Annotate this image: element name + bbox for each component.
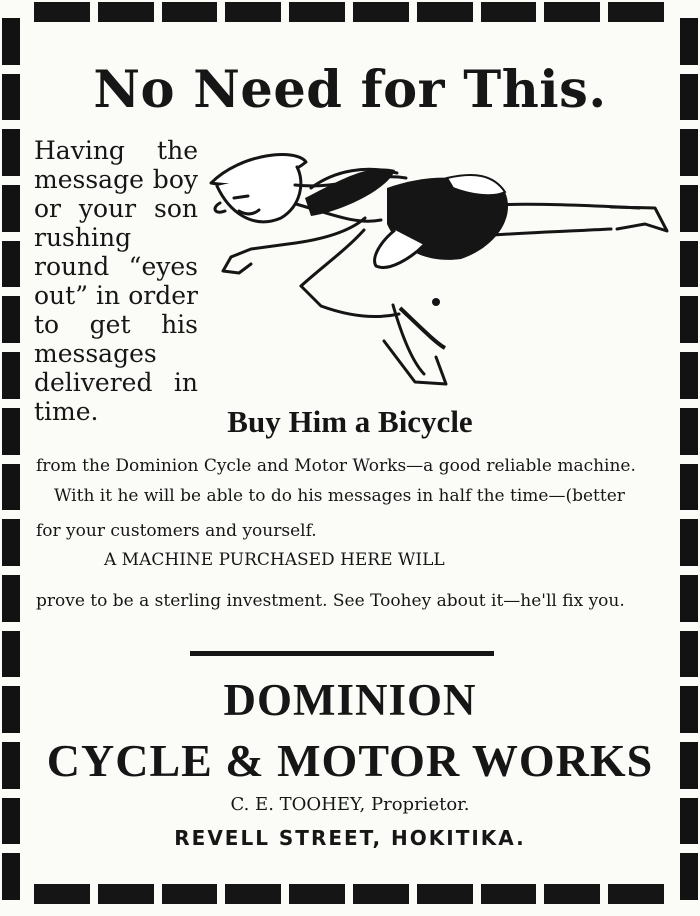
- body-line: A MACHINE PURCHASED HERE WILL: [104, 550, 445, 570]
- body-line: prove to be a sterling investment. See Toohey about it—he'll fix you.: [36, 591, 625, 611]
- business-name-line-1: DOMINION: [223, 675, 477, 725]
- proprietor-name: C. E. TOOHEY, Proprietor.: [230, 794, 470, 815]
- bicycle-subheading: Buy Him a Bicycle: [227, 404, 473, 439]
- section-divider: [190, 651, 494, 656]
- body-line: for your customers and yourself.: [36, 521, 317, 541]
- running-messenger-illustration: [201, 138, 671, 393]
- ornamental-border-bottom: [34, 884, 664, 904]
- advertisement-headline: No Need for This.: [93, 60, 607, 120]
- business-name-line-2: CYCLE & MOTOR WORKS: [46, 735, 654, 786]
- intro-paragraph: Having the message boy or your son rushing round “eyes out” in order to get his messages delivered in time.: [34, 136, 198, 426]
- body-line: from the Dominion Cycle and Motor Works—a good reliable machine.: [36, 456, 636, 476]
- body-line: With it he will be able to do his messages in half the time—(better: [54, 486, 625, 506]
- business-address: REVELL STREET, HOKITIKA.: [174, 826, 526, 850]
- ornamental-border-top: [34, 2, 664, 22]
